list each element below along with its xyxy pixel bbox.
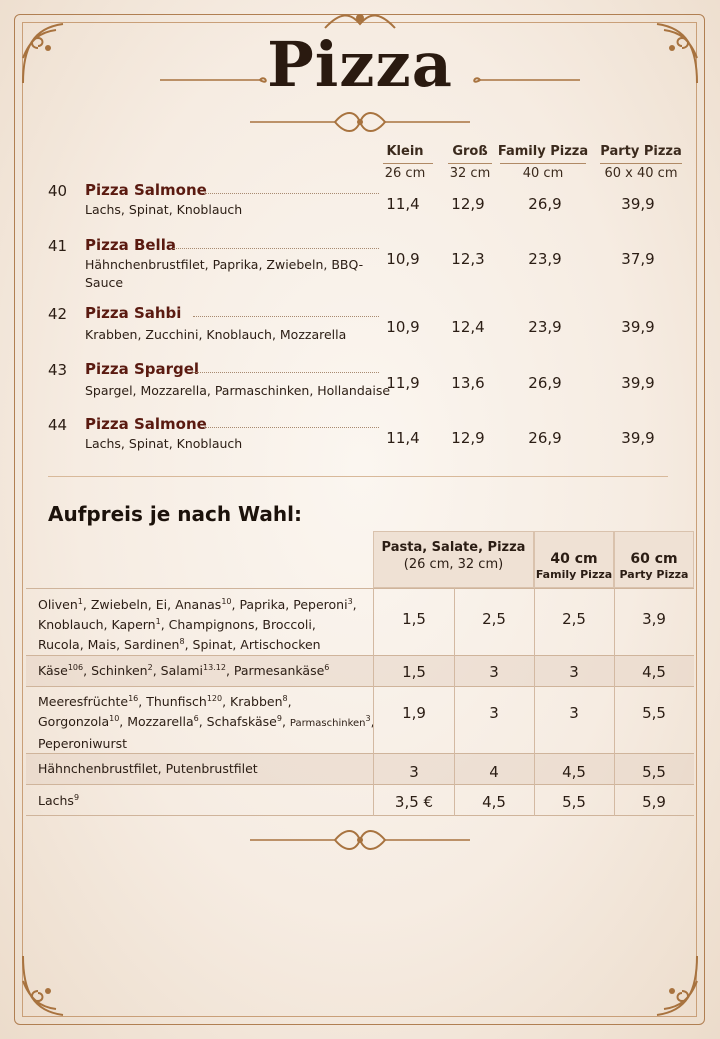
extra-price: 3 <box>489 704 499 722</box>
dot-leader <box>204 427 379 428</box>
row-label: Lachs$^9$ <box>38 792 80 808</box>
extra-price: 3,9 <box>642 610 666 628</box>
price-family: 23,9 <box>528 318 562 336</box>
item-name: Pizza Spargel <box>85 360 200 378</box>
extra-price: 2,5 <box>482 610 506 628</box>
extra-price: 4 <box>489 763 499 781</box>
page-title: Pizza <box>267 28 453 101</box>
item-description: Krabben, Zucchini, Knoblauch, Mozzarella <box>85 327 347 342</box>
extra-price: 5,5 <box>642 763 666 781</box>
size-cm-party: 60 x 40 cm <box>604 166 678 181</box>
row-label: Hähnchenbrustfilet, Putenbrustfilet <box>38 761 258 776</box>
bottom-flourish-icon <box>250 826 470 854</box>
size-cm-klein: 26 cm <box>384 166 426 181</box>
dot-leader <box>193 316 379 317</box>
extra-price: 3 <box>409 763 419 781</box>
size-name-gross: Groß <box>452 144 488 159</box>
item-number: 41 <box>48 237 68 255</box>
price-gross: 12,9 <box>451 195 485 213</box>
title-underline-flourish-icon <box>250 108 470 136</box>
extra-price: 4,5 <box>482 793 506 811</box>
size-cm-family: 40 cm <box>522 166 564 181</box>
size-cm-gross: 32 cm <box>449 166 491 181</box>
price-family: 26,9 <box>528 374 562 392</box>
corner-ornament-icon <box>18 951 88 1021</box>
item-number: 42 <box>48 305 68 323</box>
extra-price: 1,9 <box>402 704 426 722</box>
dot-leader <box>173 248 379 249</box>
extras-title: Aufpreis je nach Wahl: <box>48 502 302 526</box>
extra-price: 2,5 <box>562 610 586 628</box>
price-klein: 10,9 <box>386 250 420 268</box>
extra-price: 4,5 <box>562 763 586 781</box>
price-gross: 13,6 <box>451 374 485 392</box>
extra-price: 1,5 <box>402 663 426 681</box>
item-number: 43 <box>48 361 68 379</box>
extra-price: 3 <box>569 704 579 722</box>
header-40cm: 40 cm Family Pizza <box>534 531 614 588</box>
extra-price: 3 <box>569 663 579 681</box>
price-klein: 11,4 <box>386 195 420 213</box>
price-party: 39,9 <box>621 195 655 213</box>
extra-price: 3 <box>489 663 499 681</box>
extra-price: 3,5 € <box>394 793 434 811</box>
item-name: Pizza Salmone <box>85 181 207 199</box>
header-pasta: Pasta, Salate, Pizza (26 cm, 32 cm) <box>373 531 534 588</box>
section-divider <box>48 476 668 477</box>
item-description: Spargel, Mozzarella, Parmaschinken, Hollandaise <box>85 383 391 398</box>
price-party: 39,9 <box>621 318 655 336</box>
size-name-family: Family Pizza <box>497 144 589 159</box>
price-gross: 12,9 <box>451 429 485 447</box>
price-family: 26,9 <box>528 429 562 447</box>
extra-price: 5,5 <box>562 793 586 811</box>
item-description: Lachs, Spinat, Knoblauch <box>85 202 243 217</box>
price-klein: 11,9 <box>386 374 420 392</box>
item-name: Pizza Sahbi <box>85 304 182 322</box>
corner-ornament-icon <box>632 951 702 1021</box>
item-number: 44 <box>48 416 68 434</box>
price-party: 39,9 <box>621 429 655 447</box>
item-number: 40 <box>48 182 68 200</box>
price-family: 23,9 <box>528 250 562 268</box>
row-label: Meeresfrüchte$^{16}$, Thunfisch$^{120}$, Krabben$^8$, Gorgonzola$^{10}$, Mozzarella$^6$, Schafskäse$^9$, Parmaschinken$^3$, Peperoniwurst <box>38 693 375 751</box>
item-description: Hähnchenbrustfilet, Paprika, Zwiebeln, BBQ-Sauce <box>85 257 364 290</box>
row-label: Oliven$^1$, Zwiebeln, Ei, Ananas$^{10}$, Paprika, Peperoni$^3$, Knoblauch, Kapern$^1$, Champignons, Broccoli, Rucola, Mais, Sardinen$^8$, Spinat, Artischocken <box>38 596 357 652</box>
price-klein: 10,9 <box>386 318 420 336</box>
extra-price: 5,9 <box>642 793 666 811</box>
price-family: 26,9 <box>528 195 562 213</box>
price-klein: 11,4 <box>386 429 420 447</box>
item-name: Pizza Salmone <box>85 415 207 433</box>
size-name-klein: Klein <box>386 144 424 159</box>
dot-leader <box>193 372 379 373</box>
price-gross: 12,4 <box>451 318 485 336</box>
extra-price: 5,5 <box>642 704 666 722</box>
header-60cm: 60 cm Party Pizza <box>614 531 694 588</box>
item-name: Pizza Bella <box>85 236 176 254</box>
extra-price: 1,5 <box>402 610 426 628</box>
price-party: 39,9 <box>621 374 655 392</box>
extra-price: 4,5 <box>642 663 666 681</box>
row-label: Käse$^{106}$, Schinken$^2$, Salami$^{13.12}$, Parmesankäse$^6$ <box>38 662 330 678</box>
price-gross: 12,3 <box>451 250 485 268</box>
price-party: 37,9 <box>621 250 655 268</box>
size-name-party: Party Pizza <box>600 144 682 159</box>
item-description: Lachs, Spinat, Knoblauch <box>85 436 243 451</box>
dot-leader <box>204 193 379 194</box>
